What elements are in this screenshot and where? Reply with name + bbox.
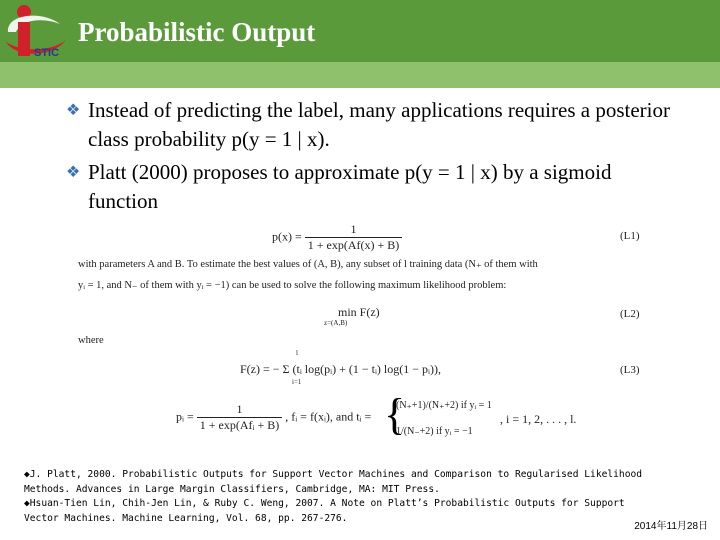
bullet-1 — [66, 96, 686, 154]
paragraph-1: with parameters A and B. To estimate the best values of (A, B), any subset of l training data (N₊ of them with — [78, 259, 538, 270]
eq4-numerator: 1 — [197, 402, 282, 418]
slide-title: Probabilistic Output — [78, 17, 316, 47]
eq4-denominator: 1 + exp(Afᵢ + B) — [199, 418, 280, 432]
bullet-2 — [66, 158, 686, 216]
eq3-number: (L3) — [620, 364, 640, 376]
eq4-middle: , fᵢ = f(xᵢ), and tᵢ = — [285, 409, 372, 424]
eq1-numerator: 1 — [305, 222, 403, 238]
where-label: where — [78, 335, 104, 346]
eq1-fraction — [305, 222, 403, 253]
diamond-bullet-icon: ❖ — [66, 164, 81, 181]
equation-pi — [176, 402, 371, 433]
eq4-fraction — [197, 402, 282, 433]
eq4-lhs: pᵢ = — [176, 409, 194, 424]
eq1-number: (L1) — [620, 230, 640, 242]
eq2-subscript: z=(A,B) — [324, 319, 348, 327]
reference-line-4: Vector Machines. Machine Learning, Vol. 68, pp. 267-276. — [24, 513, 348, 524]
slide-date: 2014年11月28日 — [634, 521, 708, 532]
eq2-number: (L2) — [620, 308, 640, 320]
logo-text: STIC — [34, 47, 60, 59]
eq1-denominator: 1 + exp(Af(x) + B) — [307, 238, 400, 252]
eq3-sum-bottom: i=1 — [292, 378, 302, 386]
bullet-1-text: Instead of predicting the label, many applications requires a posterior class probability p(y = 1 | x). — [88, 98, 670, 151]
equation-l3: F(z) = − Σ (tᵢ log(pᵢ) + (1 − tᵢ) log(1 − pᵢ)), — [240, 362, 441, 376]
header-band — [0, 62, 720, 88]
paragraph-2: yᵢ = 1, and N₋ of them with yᵢ = −1) can be used to solve the following maximum likelihood problem: — [78, 280, 507, 291]
reference-line-1: ◆J. Platt, 2000. Probabilistic Outputs for Support Vector Machines and Comparison to Regularised Likelihood — [24, 469, 643, 480]
case-1: (N₊+1)/(N₊+2) if yᵢ = 1 — [396, 400, 492, 411]
equation-l1 — [272, 222, 402, 253]
eq3-sum-top: l — [296, 349, 298, 357]
eq1-lhs: p(x) = — [272, 229, 302, 244]
reference-line-2: Methods. Advances in Large Margin Classifiers, Cambridge, MA: MIT Press. — [24, 484, 440, 495]
case-2: 1/(N₋+2) if yᵢ = −1 — [396, 426, 473, 437]
equation-l2: min F(z) — [338, 305, 380, 319]
diamond-bullet-icon: ❖ — [66, 102, 81, 119]
eq4-tail: , i = 1, 2, . . . , l. — [500, 412, 577, 426]
istic-logo — [2, 2, 70, 60]
reference-line-3: ◆Hsuan-Tien Lin, Chih-Jen Lin, & Ruby C. Weng, 2007. A Note on Platt’s Probabilistic Outputs for Support — [24, 498, 625, 509]
cases-brace: { — [384, 390, 406, 439]
bullet-2-text: Platt (2000) proposes to approximate p(y = 1 | x) by a sigmoid function — [88, 160, 612, 213]
